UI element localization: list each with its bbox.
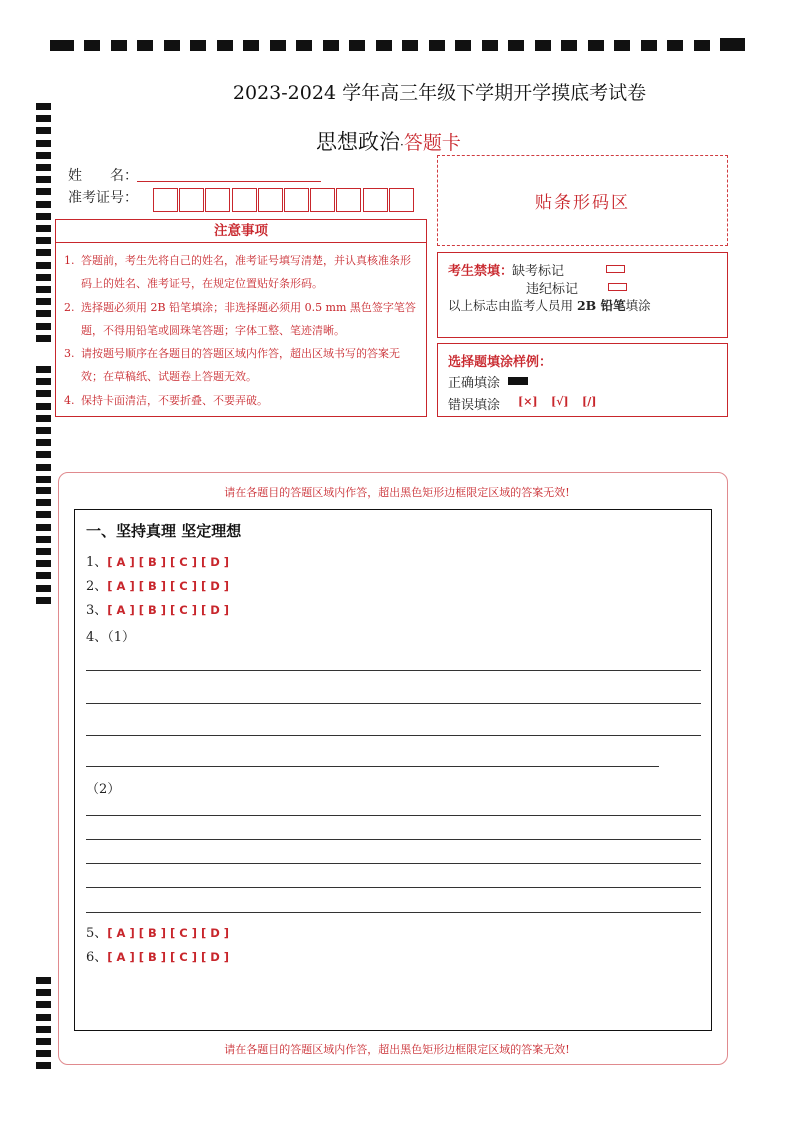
forbidden-note: 以上标志由监考人员用 2B 铅笔填涂 [448, 298, 651, 313]
timing-mark [694, 40, 710, 51]
timing-mark [137, 40, 153, 51]
violation-mark-box[interactable] [608, 283, 627, 291]
timing-mark [402, 40, 418, 51]
timing-mark [36, 439, 51, 446]
choice-options[interactable]: [ A ] [ B ] [ C ] [ D ] [107, 555, 230, 569]
answer-line[interactable] [86, 815, 701, 816]
timing-mark [36, 225, 51, 232]
exam-id-digit-box[interactable] [363, 188, 388, 212]
timing-mark [36, 152, 51, 159]
warning-bottom: 请在各题目的答题区域内作答，超出黑色矩形边框限定区域的答案无效! [224, 1043, 570, 1056]
answer-line[interactable] [86, 670, 701, 671]
sample-heading: 选择题填涂样例： [448, 355, 553, 370]
timing-mark [36, 415, 51, 422]
timing-mark [36, 323, 51, 330]
exam-id-digit-box[interactable] [310, 188, 335, 212]
fill-sample-box [437, 343, 728, 417]
answer-line[interactable] [86, 912, 701, 913]
timing-mark [36, 201, 51, 208]
timing-mark [36, 262, 51, 269]
exam-id-digit-box[interactable] [258, 188, 283, 212]
exam-id-digit-box[interactable] [153, 188, 178, 212]
timing-mark [36, 499, 51, 506]
timing-mark [720, 38, 745, 51]
answer-line[interactable] [86, 766, 659, 767]
timing-mark [36, 548, 51, 555]
timing-mark [84, 40, 100, 51]
timing-mark [36, 127, 51, 134]
timing-mark [535, 40, 551, 51]
question-6[interactable]: 6、[ A ] [ B ] [ C ] [ D ] [86, 950, 230, 965]
timing-mark [36, 378, 51, 385]
timing-mark [36, 140, 51, 147]
question-3[interactable]: 3、[ A ] [ B ] [ C ] [ D ] [86, 603, 230, 618]
timing-mark [508, 40, 524, 51]
exam-id-label: 准考证号： [68, 190, 138, 206]
timing-mark [36, 335, 51, 342]
notice-item: 4. 保持卡面清洁，不要折叠、不要弄破。 [64, 393, 268, 407]
timing-mark [667, 40, 683, 51]
answer-line[interactable] [86, 839, 701, 840]
answer-line[interactable] [86, 863, 701, 864]
timing-mark [36, 115, 51, 122]
choice-options[interactable]: [ A ] [ B ] [ C ] [ D ] [107, 950, 230, 964]
notice-item: 2. 选择题必须用 2B 铅笔填涂；非选择题必须用 0.5 mm 黑色签字笔答题，不得用铅笔或圆珠笔答题；字体工整、笔迹清晰。 [64, 300, 416, 337]
timing-mark [36, 536, 51, 543]
wrong-mark-check: [√] [551, 395, 569, 408]
name-label: 姓 名： [68, 168, 138, 184]
correct-fill-label: 正确填涂 [448, 376, 501, 391]
section-title: 一、坚持真理 坚定理想 [86, 522, 242, 540]
timing-mark [36, 237, 51, 244]
timing-mark [50, 40, 74, 51]
notice-item: 1. 答题前，考生先将自己的姓名，准考证号填写清楚，并认真核准条形码上的姓名、准考证号，在规定位置贴好条形码。 [64, 254, 411, 291]
timing-mark [36, 451, 51, 458]
question-4-part-1: （1） [107, 630, 136, 645]
notice-box [55, 219, 427, 417]
timing-mark [36, 176, 51, 183]
timing-mark [36, 249, 51, 256]
wrong-mark-slash: [/] [582, 395, 597, 408]
timing-mark [561, 40, 577, 51]
exam-id-digit-box[interactable] [336, 188, 361, 212]
timing-mark [36, 274, 51, 281]
question-4: 4、（1） [86, 630, 136, 645]
timing-mark [36, 464, 51, 471]
exam-id-digit-box[interactable] [205, 188, 230, 212]
timing-mark [36, 427, 51, 434]
exam-id-digit-box[interactable] [179, 188, 204, 212]
question-2[interactable]: 2、[ A ] [ B ] [ C ] [ D ] [86, 579, 230, 594]
wrong-fill-label: 错误填涂 [448, 398, 501, 413]
examinee-forbidden-box [437, 252, 728, 338]
timing-mark [36, 560, 51, 567]
timing-mark [614, 40, 630, 51]
timing-mark [36, 1062, 51, 1069]
timing-mark [36, 286, 51, 293]
timing-mark [455, 40, 471, 51]
forbidden-label: 考生禁填： [448, 264, 514, 279]
timing-mark [36, 213, 51, 220]
timing-mark [36, 1014, 51, 1021]
timing-mark [243, 40, 259, 51]
answer-line[interactable] [86, 703, 701, 704]
choice-options[interactable]: [ A ] [ B ] [ C ] [ D ] [107, 603, 230, 617]
exam-id-digit-box[interactable] [389, 188, 414, 212]
question-5[interactable]: 5、[ A ] [ B ] [ C ] [ D ] [86, 926, 230, 941]
question-1[interactable]: 1、[ A ] [ B ] [ C ] [ D ] [86, 555, 230, 570]
timing-mark [36, 989, 51, 996]
timing-mark [36, 1026, 51, 1033]
choice-options[interactable]: [ A ] [ B ] [ C ] [ D ] [107, 926, 230, 940]
timing-mark [111, 40, 127, 51]
timing-mark [36, 572, 51, 579]
subject-separator: · [400, 138, 404, 152]
timing-mark [36, 1001, 51, 1008]
timing-mark [217, 40, 233, 51]
timing-mark [482, 40, 498, 51]
subject-heading [316, 126, 461, 156]
timing-mark [296, 40, 312, 51]
choice-options[interactable]: [ A ] [ B ] [ C ] [ D ] [107, 579, 230, 593]
timing-mark [36, 188, 51, 195]
absent-mark-box[interactable] [606, 265, 625, 273]
wrong-mark-cross: [×] [518, 395, 538, 408]
absent-mark-label: 缺考标记 [512, 264, 565, 279]
timing-mark [36, 597, 51, 604]
timing-mark [36, 390, 51, 397]
answer-line[interactable] [86, 735, 701, 736]
timing-mark [190, 40, 206, 51]
subject-name: 思想政治 [316, 130, 400, 154]
timing-mark [349, 40, 365, 51]
barcode-area: 贴条形码区 [437, 155, 728, 246]
timing-mark [36, 476, 51, 483]
timing-mark [36, 164, 51, 171]
exam-title: 2023-2024 学年高三年级下学期开学摸底考试卷 [232, 82, 647, 104]
timing-mark [323, 40, 339, 51]
name-field[interactable] [137, 180, 321, 182]
timing-mark [36, 585, 51, 592]
answer-line[interactable] [86, 887, 701, 888]
timing-mark [36, 511, 51, 518]
timing-mark [36, 977, 51, 984]
answer-card-label: 答题卡 [403, 132, 461, 154]
notice-heading: 注意事项 [56, 220, 426, 243]
timing-mark [429, 40, 445, 51]
timing-mark [36, 366, 51, 373]
timing-mark [36, 524, 51, 531]
timing-mark [36, 298, 51, 305]
question-4-part-2: （2） [86, 782, 121, 797]
timing-mark [36, 310, 51, 317]
notice-item: 3. 请按题号顺序在各题目的答题区域内作答，超出区域书写的答案无效；在草稿纸、试题卷上答题无效。 [64, 347, 400, 384]
violation-mark-label: 违纪标记 [526, 282, 579, 297]
exam-id-digit-box[interactable] [284, 188, 309, 212]
timing-mark [164, 40, 180, 51]
timing-mark [270, 40, 286, 51]
timing-mark [588, 40, 604, 51]
exam-id-digit-box[interactable] [232, 188, 257, 212]
correct-fill-sample [508, 377, 528, 385]
timing-mark [36, 403, 51, 410]
timing-mark [641, 40, 657, 51]
warning-top: 请在各题目的答题区域内作答，超出黑色矩形边框限定区域的答案无效! [224, 486, 570, 499]
timing-mark [376, 40, 392, 51]
